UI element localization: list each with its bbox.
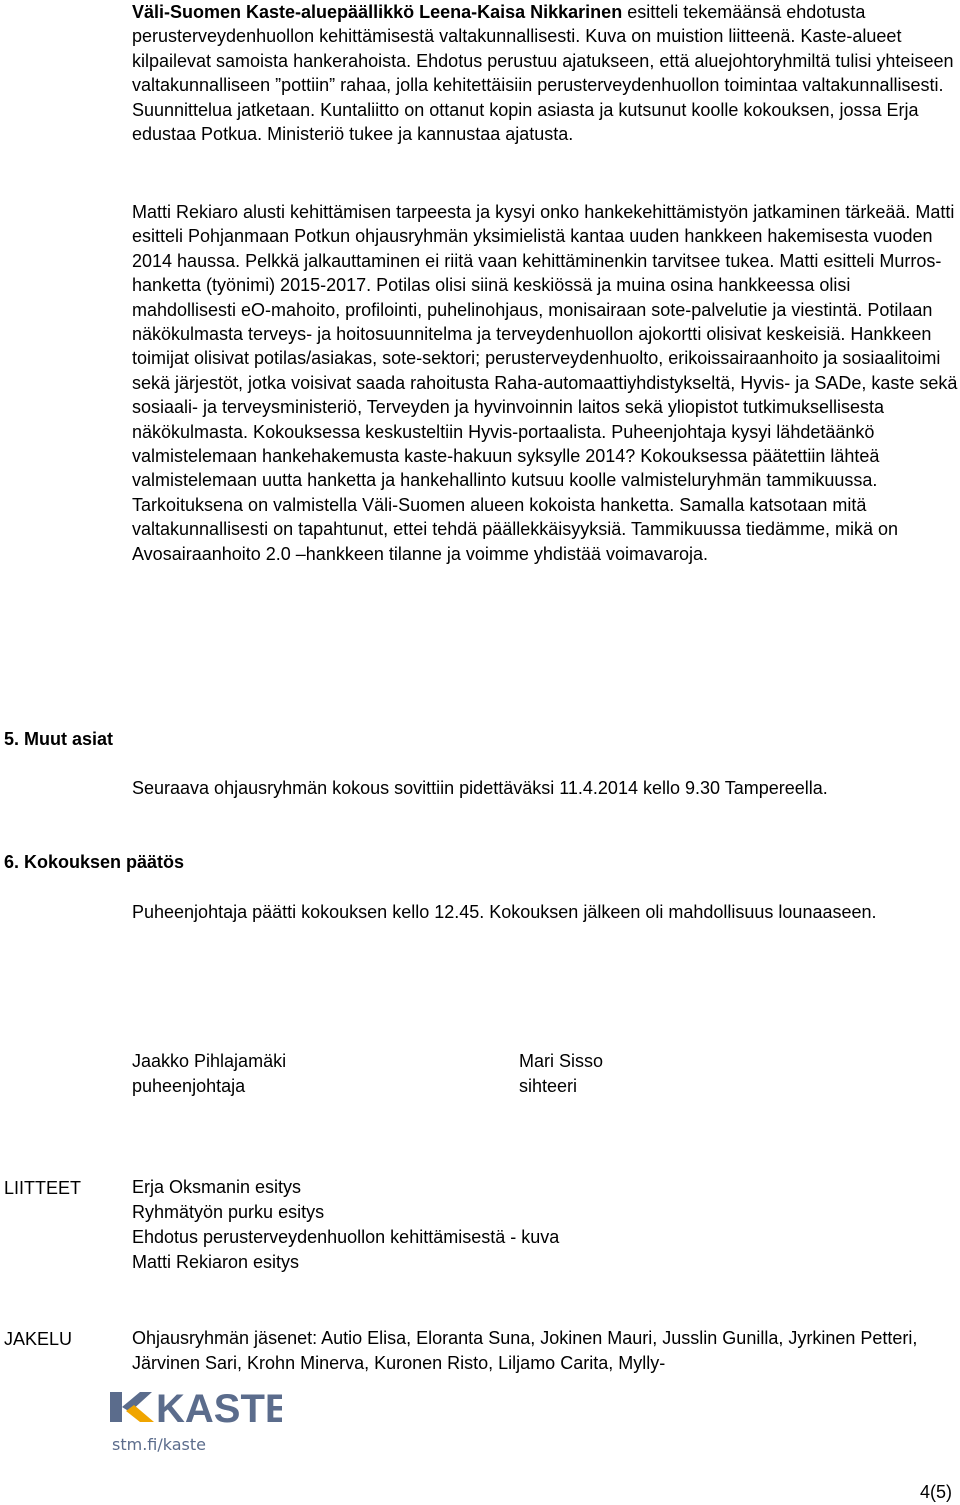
page-number: 4(5) <box>920 1482 953 1502</box>
signature-chair <box>132 1049 286 1099</box>
distribution-label: JAKELU <box>4 1329 73 1349</box>
attachments-list <box>132 1175 559 1275</box>
attachment-item: Ryhmätyön purku esitys <box>132 1202 325 1222</box>
kaste-logo-graphic <box>82 1384 282 1458</box>
attachment-item: Ehdotus perusterveydenhuollon kehittämisestä - kuva <box>132 1227 560 1247</box>
attachment-item: Matti Rekiaron esitys <box>132 1252 300 1272</box>
signature-role: puheenjohtaja <box>132 1076 246 1096</box>
kaste-logo <box>82 1384 282 1458</box>
signature-secretary <box>519 1049 603 1099</box>
section-5-heading: 5. Muut asiat <box>4 729 114 749</box>
signature-name: Jaakko Pihlajamäki <box>132 1051 287 1071</box>
attachments-label: LIITTEET <box>4 1178 82 1198</box>
section-6-text: Puheenjohtaja päätti kokouksen kello 12.45. Kokouksen jälkeen oli mahdollisuus lounaaseen. <box>132 902 877 922</box>
attachment-item: Erja Oksmanin esitys <box>132 1177 302 1197</box>
agenda-paragraph-1 <box>132 0 959 146</box>
logo-url: stm.fi/kaste <box>112 1435 206 1454</box>
distribution-text: Ohjausryhmän jäsenet: Autio Elisa, Eloranta Suna, Jokinen Mauri, Jusslin Gunilla, Jyrkinen Petteri, Järvinen Sari, Krohn Minerva, Kuronen Risto, Liljamo Carita, Mylly- <box>132 1328 918 1373</box>
section-6-heading: 6. Kokouksen päätös <box>4 852 185 872</box>
section-5-text: Seuraava ohjausryhmän kokous sovittiin pidettäväksi 11.4.2014 kello 9.30 Tampereella. <box>132 778 828 798</box>
speaker-intro: Väli-Suomen Kaste-aluepäällikkö Leena-Kaisa Nikkarinen <box>132 2 623 22</box>
signature-role: sihteeri <box>519 1076 578 1096</box>
agenda-paragraph-2: Matti Rekiaro alusti kehittämisen tarpeesta ja kysyi onko hankekehittämistyön jatkaminen tärkeää. Matti esitteli Pohjanmaan Potkun ohjausryhmän yksimielistä kantaa uuden hankkeen hakemisesta vuoden 2014 haussa. Pelkkä jalkauttaminen ei riitä vaan kehittäminenkin tarvitsee tukea. Matti esitteli Murros-hanketta (työnimi) 2015-2017. Potilas olisi siinä keskiössä ja muina osina hankkeessa olisi mahdollisesti eO-mahoito, profilointi, puhelinohjaus, monisairaan sote-palvelutie ja viestintä. Potilaan näkökulmasta terveys- ja hoitosuunnitelma ja terveydenhuollon ajokortti olisivat keskeisiä. Hankkeen toimijat olisivat potilas/asiakas, sote-sektori; perusterveydenhuolto, erikoissairaanhoito ja sosiaalitoimi sekä järjestöt, jotka voisivat saada rahoitusta Raha-automaattiyhdistykseltä, Hyvis- ja SADe, kaste sekä sosiaali- ja terveysministeriö, Terveyden ja hyvinvoinnin laitos sekä yliopistot tutkimuksellisesta näkökulmasta. Kokouksessa keskusteltiin Hyvis-portaalista. Puheenjohtaja kysyi lähdetäänkö valmistelemaan hankehakemusta kaste-hakuun syksylle 2014? Kokouksessa päätettiin lähteä valmistelemaan uutta hanketta ja hankehallinto kutsuu koolle valmisteluryhmän tammikuussa. Tarkoituksena on valmistella Väli-Suomen alueen kokoista hanketta. Samalla katsotaan mitä valtakunnallisesti on tapahtunut, ettei tehdä päällekkäisyyksiä. Tammikuussa tiedämme, mikä on Avosairaanhoito 2.0 –hankkeen tilanne ja voimme yhdistää voimavaroja. <box>132 202 958 564</box>
paragraph-1-text: esitteli tekemäänsä ehdotusta perusterveydenhuollon kehittämisestä valtakunnallisesti. Kuva on muistion liitteenä. Kaste-alueet kilpailevat samoista hankerahoista. Ehdotus perustuu ajatukseen, että aluejohtoryhmiltä tulisi yhteiseen valtakunnalliseen ”pottiin” rahaa, jolla kehitettäisiin perusterveydenhuollon toimintaa valtakunnallisesti. Suunnittelua jatketaan. Kuntaliitto on ottanut kopin asiasta ja kutsunut koolle kokouksen, jossa Erja edustaa Potkua. Ministeriö tukee ja kannustaa ajatusta. <box>132 2 954 145</box>
signature-name: Mari Sisso <box>519 1051 604 1071</box>
logo-wordmark: KASTE <box>156 1387 282 1431</box>
